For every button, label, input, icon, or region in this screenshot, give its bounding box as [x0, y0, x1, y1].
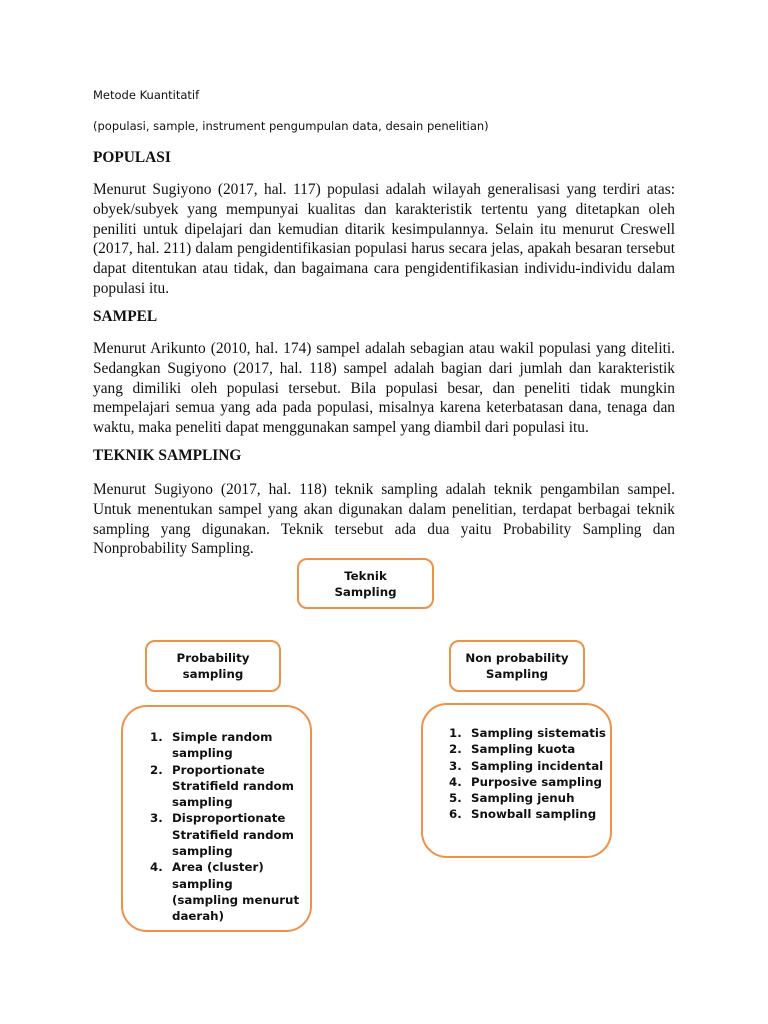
- list-item: 4. Purposive sampling: [449, 774, 602, 789]
- list-item: 1. Sampling sistematis: [449, 726, 606, 740]
- diagram-nonprobability-label: Non probability Sampling: [465, 651, 569, 681]
- section-body-populasi: Menurut Sugiyono (2017, hal. 117) populasi adalah wilayah generalisasi yang terdiri atas: obyek/subyek yang mempunyai kualitas dan karakteristik tertentu yang ditetapkan oleh peniliti untuk dipelajari dan kemudian ditarik kesimpulannya. Selain itu menurut Creswell (2017, hal. 211) dalam pengidentifikasian populasi harus secara jelas, apakah besaran tersebut dapat ditentukan atau tidak, dan bagaimana cara pengidentifikasian individu-individu dalam populasi itu.: [93, 181, 675, 297]
- list-item: 2. Proportionate Stratifield random sampling: [150, 762, 294, 810]
- probability-methods-box: [121, 705, 312, 932]
- diagram-root-label: Teknik Sampling: [334, 568, 397, 599]
- list-item: 5. Sampling jenuh: [449, 791, 575, 806]
- section-heading-populasi: POPULASI: [93, 149, 171, 166]
- list-item: 3. Disproportionate Stratifield random sampling: [150, 811, 294, 859]
- list-item: 3. Sampling incidental: [449, 758, 604, 773]
- list-item: 2. Sampling kuota: [449, 742, 576, 757]
- list-item: 6. Snowball sampling: [449, 807, 597, 822]
- section-heading-sampel: SAMPEL: [93, 308, 158, 325]
- diagram-root-box: [297, 558, 434, 609]
- diagram-nonprobability-box: [449, 640, 585, 692]
- section-body-teknik-sampling: Menurut Sugiyono (2017, hal. 118) teknik sampling adalah teknik pengambilan sampel. Untuk menentukan sampel yang akan digunakan dalam penelitian, terdapat berbagai teknik sampling yang digunakan. Teknik tersebut ada dua yaitu Probability Sampling dan Nonprobability Sampling.: [93, 481, 675, 558]
- diagram-probability-label: Probability sampling: [176, 651, 250, 681]
- document-subtitle: (populasi, sample, instrument pengumpulan data, desain penelitian): [93, 119, 489, 133]
- diagram-probability-box: [145, 640, 281, 692]
- list-item: 1. Simple random sampling: [150, 730, 273, 761]
- probability-methods-list: [150, 729, 300, 925]
- document-title: Metode Kuantitatif: [93, 88, 200, 102]
- section-body-sampel: Menurut Arikunto (2010, hal. 174) sampel adalah sebagian atau wakil populasi yang diteliti. Sedangkan Sugiyono (2017, hal. 118) sampel adalah bagian dari jumlah dan karakteristik yang dimiliki oleh populasi tersebut. Bila populasi besar, dan peneliti tidak mungkin mempelajari semua yang ada pada populasi, misalnya karena keterbatasan dana, tenaga dan waktu, maka peneliti dapat menggunakan sampel yang diambil dari populasi itu.: [93, 340, 675, 437]
- nonprobability-methods-list: [449, 725, 609, 823]
- list-item: 4. Area (cluster) sampling (sampling menurut daerah): [150, 860, 300, 924]
- nonprobability-methods-box: [421, 703, 612, 858]
- section-heading-teknik-sampling: TEKNIK SAMPLING: [93, 447, 242, 464]
